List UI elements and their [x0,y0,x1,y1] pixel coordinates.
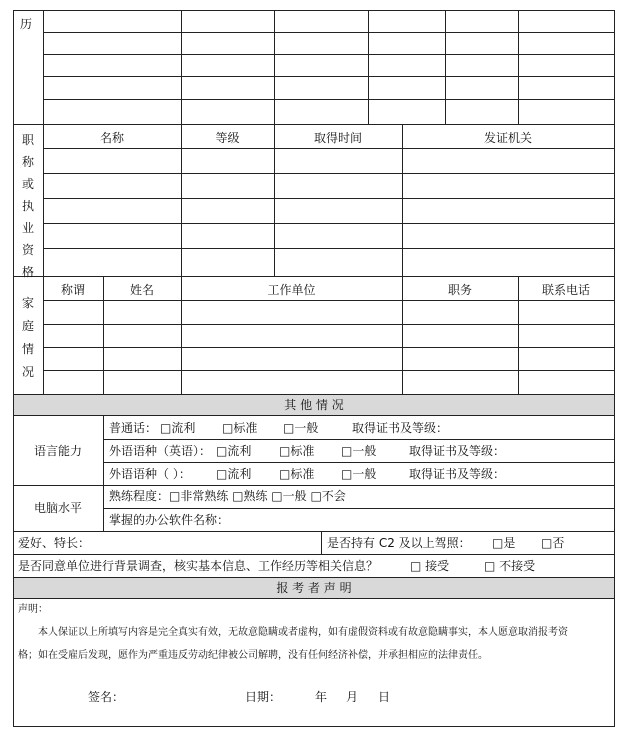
mandarin-average-checkbox[interactable]: □一般 [283,421,319,435]
family-header-relation: 称谓 [60,283,85,297]
mandarin-fluent-checkbox[interactable]: □流利 [160,421,196,435]
family-header-phone: 联系电话 [541,283,590,297]
family-section-label: 家 庭 情 况 [21,296,34,379]
language-ability-label: 语言能力 [33,444,82,458]
background-check-accept-checkbox[interactable]: □ 接受 [410,559,450,573]
driving-license-question: 是否持有 C2 及以上驾照： [327,536,471,550]
foreign-2-standard-checkbox[interactable]: □标准 [279,467,315,481]
computer-proficiency-options[interactable]: 熟练程度：□非常熟练 □熟练 □一般 □不会 [109,489,346,503]
declaration-text-line-1: 本人保证以上所填写内容是完全真实有效，无故意隐瞒或者虚构，如有虚假资料或有故意隐瞒事实，本人愿意取消报考资 [38,627,568,638]
certs-header-issuer: 发证机关 [483,131,532,145]
date-month-label: 月 [346,690,359,704]
family-header-position: 职务 [447,283,472,297]
foreign-2-fluent-checkbox[interactable]: □流利 [216,467,252,481]
mandarin-label: 普通话： [109,421,158,435]
certs-header-name: 名称 [99,131,124,145]
mandarin-standard-checkbox[interactable]: □标准 [222,421,258,435]
certs-header-date: 取得时间 [313,131,362,145]
driving-license-no-checkbox[interactable]: □否 [541,536,565,550]
driving-license-yes-checkbox[interactable]: □是 [492,536,516,550]
background-check-question: 是否同意单位进行背景调查，核实基本信息、工作经历等相关信息？ [18,559,379,573]
declaration-text-line-2: 格；如在受雇后发现，愿作为严重违反劳动纪律被公司解聘，没有任何经济补偿，并承担相应的法律责任。 [18,650,488,661]
education-section-label: 历 [20,17,33,31]
date-day-label: 日 [378,690,391,704]
signature-label: 签名： [88,690,125,704]
computer-skill-label: 电脑水平 [33,501,82,515]
office-software-label: 掌握的办公软件名称： [109,513,230,527]
foreign-2-cert-label: 取得证书及等级： [409,467,506,481]
family-header-employer: 工作单位 [267,283,316,297]
foreign-1-standard-checkbox[interactable]: □标准 [279,444,315,458]
background-check-decline-checkbox[interactable]: □ 不接受 [484,559,536,573]
foreign-language-1-label: 外语语种（英语）： [109,444,212,458]
foreign-language-2-label: 外语语种（ ）： [109,467,191,481]
date-year-label: 年 [315,690,328,704]
foreign-1-fluent-checkbox[interactable]: □流利 [216,444,252,458]
date-label: 日期： [245,690,282,704]
other-section-title: 其 他 情 况 [284,398,344,412]
mandarin-cert-label: 取得证书及等级： [352,421,449,435]
declaration-section-title: 报 考 者 声 明 [276,581,352,595]
foreign-1-cert-label: 取得证书及等级： [409,444,506,458]
certs-header-level: 等级 [215,131,240,145]
family-header-name: 姓名 [129,283,154,297]
certs-section-label: 职 称 或 执 业 资 格 [21,133,34,279]
foreign-1-average-checkbox[interactable]: □一般 [341,444,377,458]
foreign-2-average-checkbox[interactable]: □一般 [341,467,377,481]
declaration-label: 声明： [18,604,48,615]
hobbies-label: 爱好、特长： [18,536,91,550]
